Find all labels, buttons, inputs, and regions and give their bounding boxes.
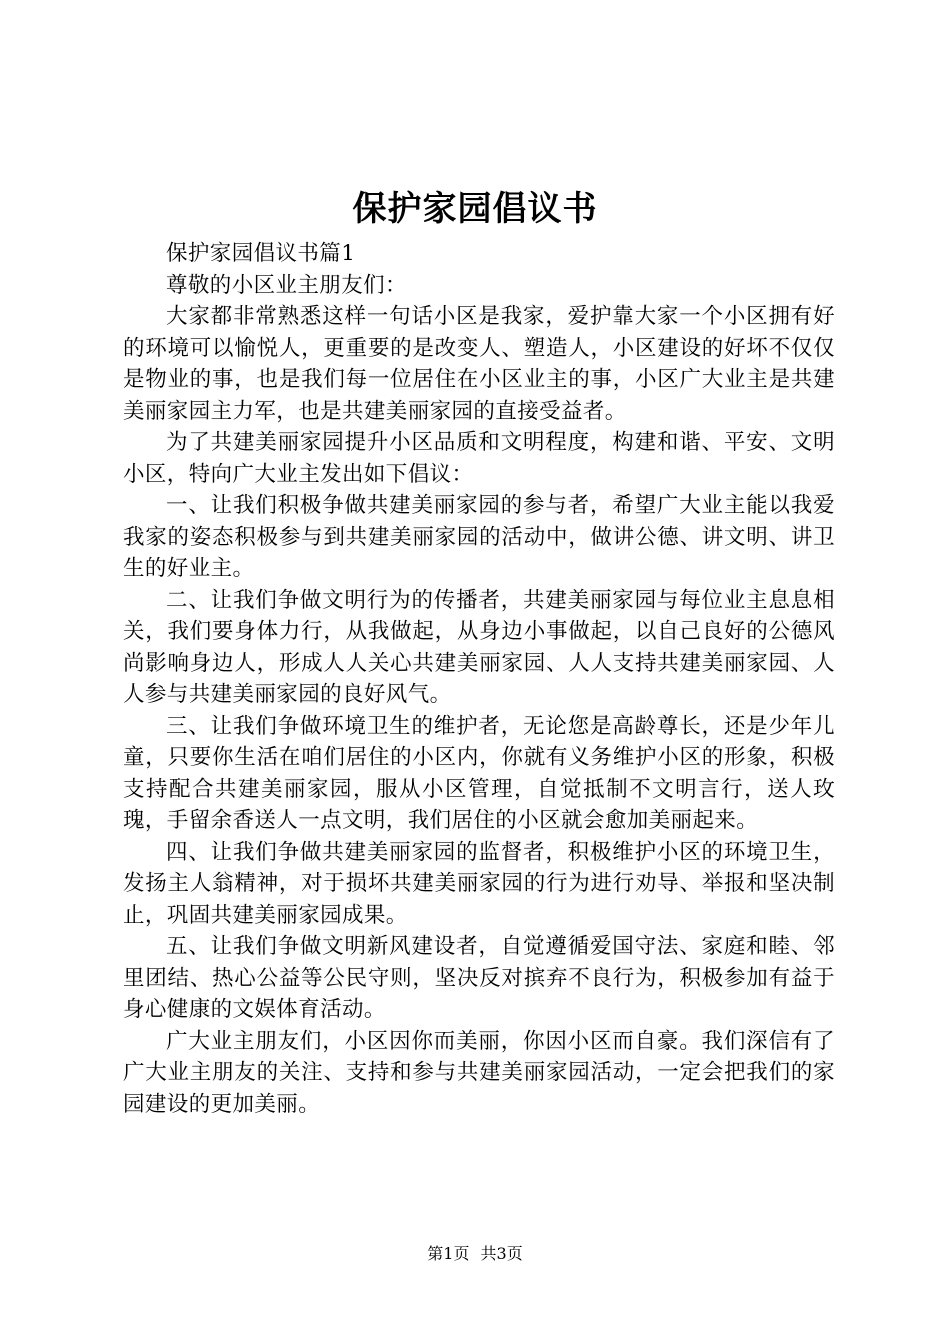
page-number-current: 第1页 [427, 1244, 470, 1263]
paragraph-item-4: 四、让我们争做共建美丽家园的监督者，积极维护小区的环境卫生，发扬主人翁精神，对于损坏共建美丽家园的行为进行劝导、举报和坚决制止，巩固共建美丽家园成果。 [123, 839, 835, 928]
page-footer [0, 1243, 950, 1265]
paragraph-purpose: 为了共建美丽家园提升小区品质和文明程度，构建和谐、平安、文明小区，特向广大业主发出如下倡议： [123, 430, 835, 487]
salutation: 尊敬的小区业主朋友们： [166, 272, 407, 298]
document-body [123, 238, 835, 1120]
document-title: 保护家园倡议书 [352, 189, 598, 229]
section-heading: 保护家园倡议书篇1 [166, 241, 356, 266]
paragraph-item-2: 二、让我们争做文明行为的传播者，共建美丽家园与每位业主息息相关，我们要身体力行，从我做起，从身边小事做起，以自己良好的公德风尚影响身边人，形成人人关心共建美丽家园、人人支持共建美丽家园、人人参与共建美丽家园的良好风气。 [123, 587, 835, 707]
page-number-total: 共3页 [480, 1244, 523, 1263]
paragraph-intro: 大家都非常熟悉这样一句话小区是我家，爱护靠大家一个小区拥有好的环境可以愉悦人，更重要的是改变人、塑造人，小区建设的好坏不仅仅是物业的事，也是我们每一位居住在小区业主的事，小区广大业主是共建美丽家园主力军，也是共建美丽家园的直接受益者。 [123, 304, 835, 424]
paragraph-item-5: 五、让我们争做文明新风建设者，自觉遵循爱国守法、家庭和睦、邻里团结、热心公益等公民守则，坚决反对摈弃不良行为，积极参加有益于身心健康的文娱体育活动。 [123, 934, 835, 1022]
paragraph-item-1: 一、让我们积极争做共建美丽家园的参与者，希望广大业主能以我爱我家的姿态积极参与到共建美丽家园的活动中，做讲公德、讲文明、讲卫生的好业主。 [123, 493, 835, 581]
paragraph-item-3: 三、让我们争做环境卫生的维护者，无论您是高龄尊长，还是少年儿童，只要你生活在咱们居住的小区内，你就有义务维护小区的形象，积极支持配合共建美丽家园，服从小区管理，自觉抵制不文明言行，送人玫瑰，手留余香送人一点文明，我们居住的小区就会愈加美丽起来。 [123, 713, 835, 833]
paragraph-closing: 广大业主朋友们，小区因你而美丽，你因小区而自豪。我们深信有了广大业主朋友的关注、支持和参与共建美丽家园活动，一定会把我们的家园建设的更加美丽。 [123, 1028, 835, 1117]
